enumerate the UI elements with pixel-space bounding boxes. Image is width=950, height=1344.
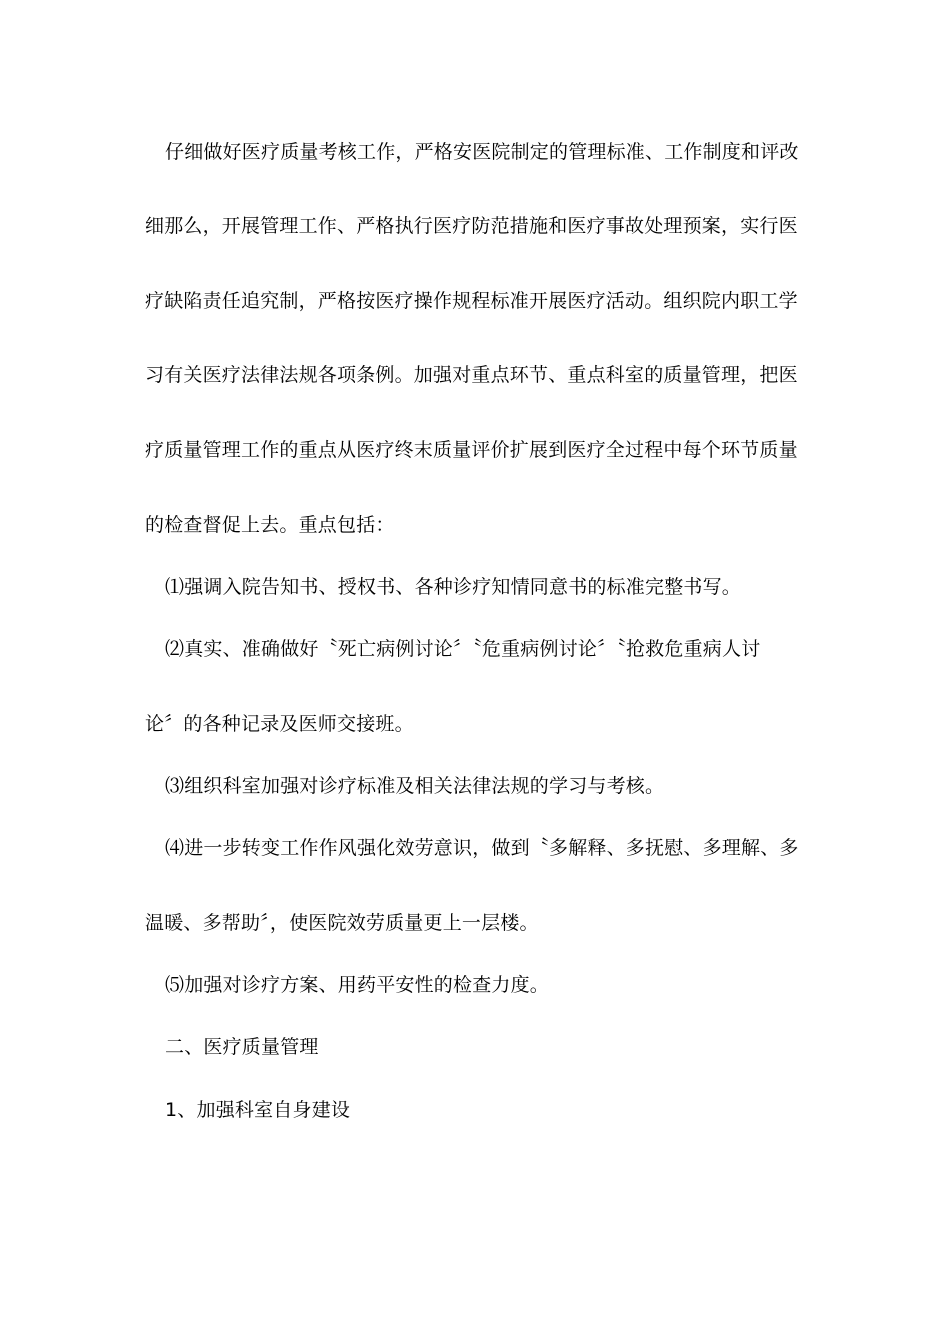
paragraph-line-1: 仔细做好医疗质量考核工作，严格安医院制定的管理标准、工作制度和评改 bbox=[165, 141, 799, 163]
list-item-4-continued: 温暖、多帮助〞，使医院效劳质量更上一层楼。 bbox=[145, 912, 539, 934]
list-item-3: ⑶组织科室加强对诊疗标准及相关法律法规的学习与考核。 bbox=[165, 775, 665, 797]
list-item-1: ⑴强调入院告知书、授权书、各种诊疗知情同意书的标准完整书写。 bbox=[165, 576, 742, 598]
subsection-heading: 1、加强科室自身建设 bbox=[165, 1099, 351, 1121]
paragraph-line-5: 疗质量管理工作的重点从医疗终末质量评价扩展到医疗全过程中每个环节质量 bbox=[145, 439, 798, 461]
list-item-2: ⑵真实、准确做好〝死亡病例讨论〞〝危重病例讨论〞〝抢救危重病人讨 bbox=[165, 638, 761, 660]
list-item-2-continued: 论〞的各种记录及医师交接班。 bbox=[145, 713, 414, 735]
list-item-5: ⑸加强对诊疗方案、用药平安性的检查力度。 bbox=[165, 974, 550, 996]
paragraph-line-6: 的检查督促上去。重点包括： bbox=[145, 514, 395, 536]
paragraph-line-2: 细那么，开展管理工作、严格执行医疗防范措施和医疗事故处理预案，实行医 bbox=[145, 215, 798, 237]
section-heading: 二、医疗质量管理 bbox=[165, 1036, 319, 1058]
paragraph-line-4: 习有关医疗法律法规各项条例。加强对重点环节、重点科室的质量管理，把医 bbox=[145, 364, 798, 386]
list-item-4: ⑷进一步转变工作作风强化效劳意识，做到〝多解释、多抚慰、多理解、多 bbox=[165, 837, 799, 859]
paragraph-line-3: 疗缺陷责任追究制，严格按医疗操作规程标准开展医疗活动。组织院内职工学 bbox=[145, 290, 798, 312]
